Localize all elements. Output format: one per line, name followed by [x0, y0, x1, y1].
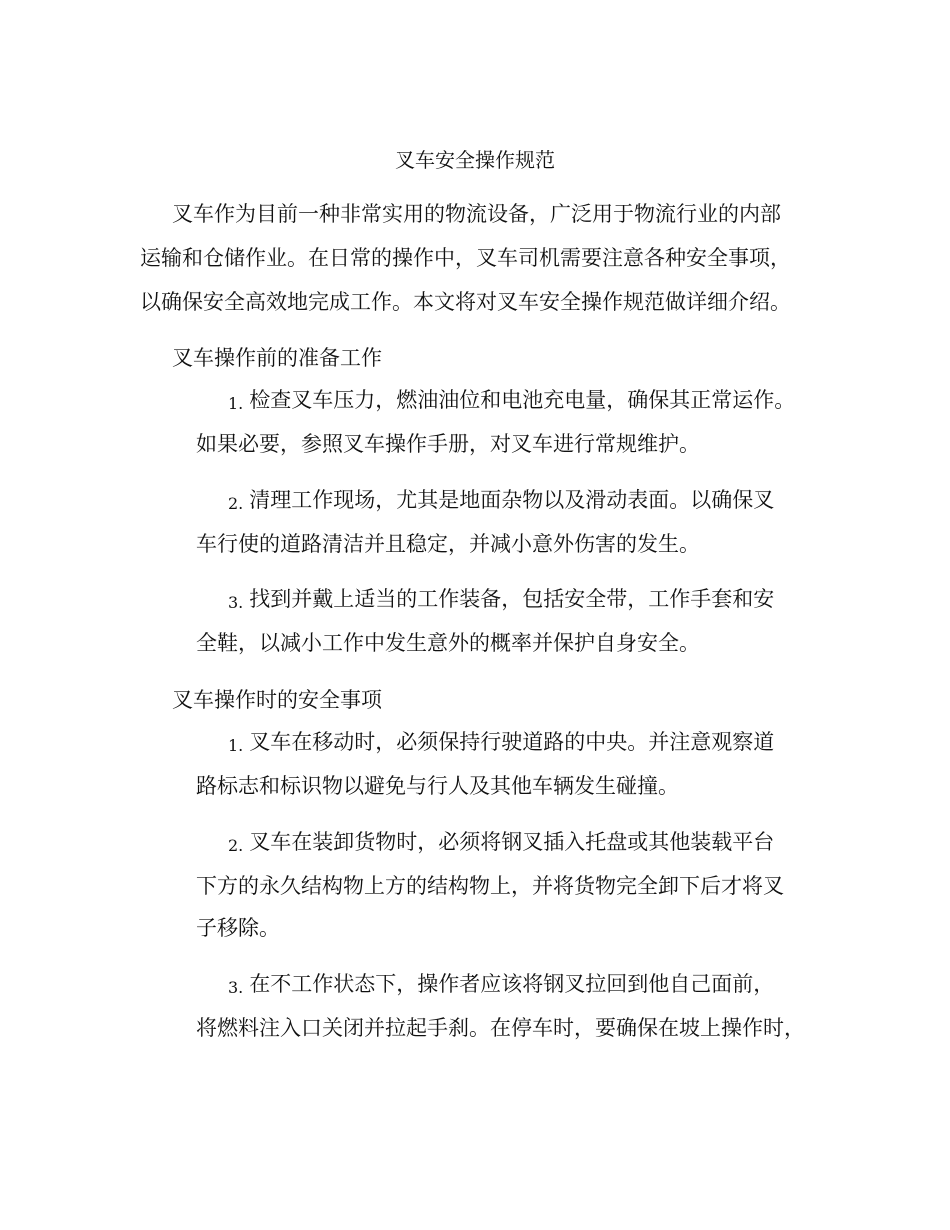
intro-line-2: 运输和仓储作业。在日常的操作中，叉车司机需要注意各种安全事项， [140, 246, 791, 270]
section2-item2-line3: 子移除。 [196, 916, 280, 940]
intro-line-3: 以确保安全高效地完成工作。本文将对叉车安全操作规范做详细介绍。 [140, 290, 791, 314]
list-number: 3. [228, 978, 244, 997]
section1-item1-line1: 1. 检查叉车压力，燃油油位和电池充电量，确保其正常运作。 [228, 388, 796, 413]
list-number: 2. [228, 494, 244, 513]
section1-item2-line1: 2. 清理工作现场，尤其是地面杂物以及滑动表面。以确保叉 [228, 488, 775, 513]
intro-line-1: 叉车作为目前一种非常实用的物流设备，广泛用于物流行业的内部 [172, 202, 781, 226]
list-number: 1. [228, 736, 244, 755]
section2-item3-line1: 3. 在不工作状态下，操作者应该将钢叉拉回到他自己面前， [228, 972, 775, 997]
section1-item3-line1: 3. 找到并戴上适当的工作装备，包括安全带，工作手套和安 [228, 587, 775, 612]
section1-item1-line2: 如果必要，参照叉车操作手册，对叉车进行常规维护。 [196, 432, 700, 456]
document-title: 叉车安全操作规范 [395, 148, 555, 172]
section1-heading: 叉车操作前的准备工作 [172, 346, 382, 370]
section2-item1-line2: 路标志和标识物以避免与行人及其他车辆发生碰撞。 [196, 774, 679, 798]
list-number: 2. [228, 836, 244, 855]
list-number: 3. [228, 593, 244, 612]
section2-item2-line1: 2. 叉车在装卸货物时，必须将钢叉插入托盘或其他装载平台 [228, 830, 775, 855]
section2-item1-line1: 1. 叉车在移动时，必须保持行驶道路的中央。并注意观察道 [228, 730, 775, 755]
section2-item3-line2: 将燃料注入口关闭并拉起手刹。在停车时，要确保在坡上操作时， [196, 1016, 805, 1040]
section1-item3-line2: 全鞋，以减小工作中发生意外的概率并保护自身安全。 [196, 631, 700, 655]
section2-heading: 叉车操作时的安全事项 [172, 688, 382, 712]
section2-item2-line2: 下方的永久结构物上方的结构物上，并将货物完全卸下后才将叉 [196, 874, 784, 898]
section1-item2-line2: 车行使的道路清洁并且稳定，并减小意外伤害的发生。 [196, 532, 700, 556]
list-number: 1. [228, 394, 244, 413]
